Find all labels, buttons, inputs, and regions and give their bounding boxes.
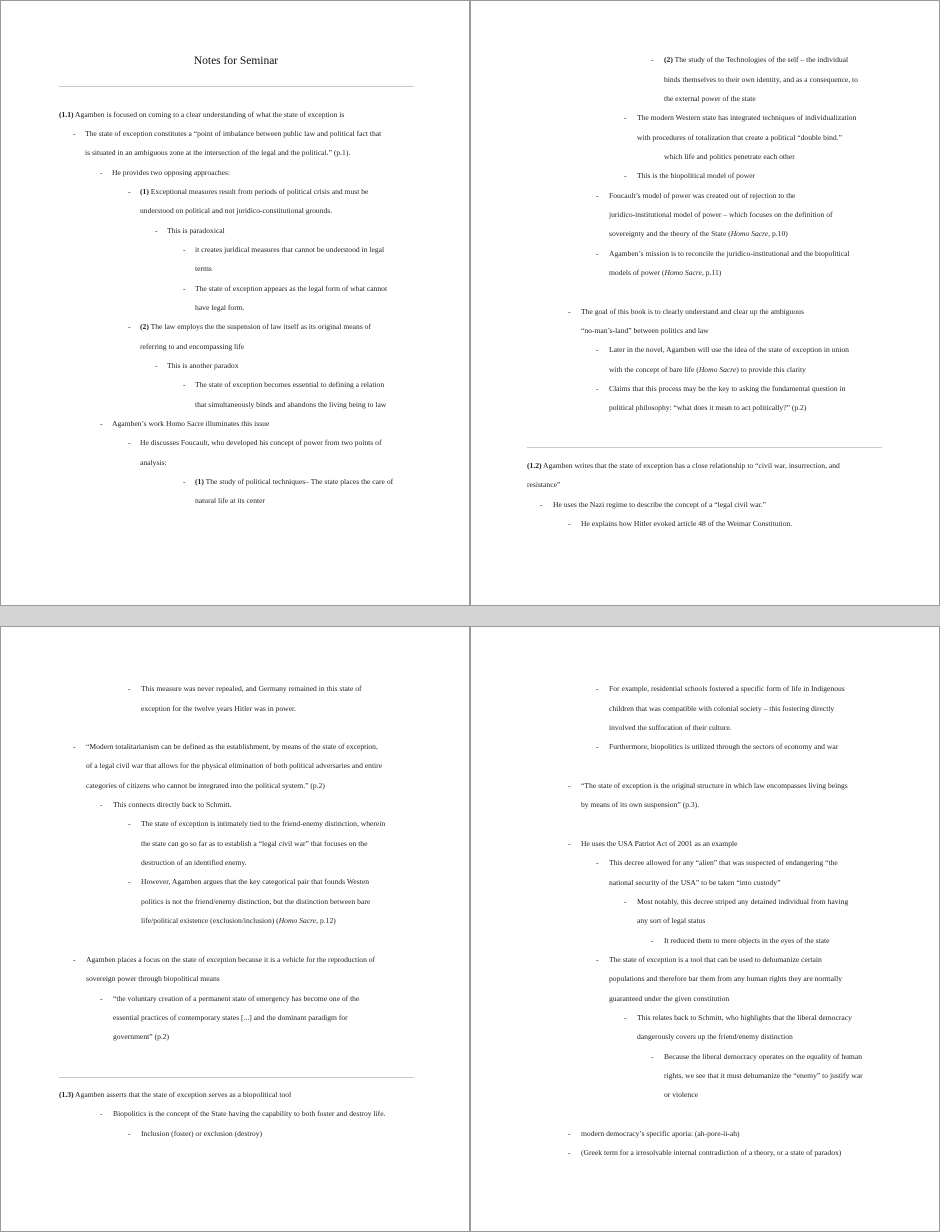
document-page-1 [0,0,470,606]
bullet-text: This connects directly back to Schmitt. [113,800,232,809]
bullet-dash: - [596,742,599,751]
bullet-text: However, Agamben argues that the key categorical pair that founds Westen [141,877,370,886]
bullet-text: involved the suffocation of their culture. [609,723,732,732]
bullet-text: life/political existence (exclusion/inclusion) (Homo Sacre, p.12) [141,916,336,925]
bullet-text: “the voluntary creation of a permanent state of emergency has become one of the [113,994,360,1003]
page-title: Notes for Seminar [193,55,279,67]
bullet-dash: - [73,955,76,964]
bullet-text: Foucault’s model of power was created out of rejection to the [609,191,796,200]
bullet-text: It reduced them to mere objects in the eyes of the state [664,936,830,945]
bullet-text: Agamben’s work Homo Sacre illuminates this issue [112,419,270,428]
bullet-dash: - [596,955,599,964]
bullet-dash: - [155,226,158,235]
bullet-text: He provides two opposing approaches: [112,168,231,177]
bullet-dash: - [183,380,186,389]
document-page-3 [0,626,470,1232]
bullet-text: The state of exception becomes essential to defining a relation [195,380,385,389]
bullet-dash: - [568,1129,571,1138]
bullet-text: the external power of the state [664,94,756,103]
bullet-text: The state of exception constitutes a “point of imbalance between public law and political fact that [85,129,382,138]
bullet-text: For example, residential schools fostered a specific form of life in Indigenous [609,684,845,693]
bullet-text: (1) Exceptional measures result from periods of political crisis and must be [140,187,369,196]
bullet-dash: - [596,684,599,693]
bullet-text: sovereignty and the theory of the State (Homo Sacre, p.10) [609,229,788,238]
bullet-text: (2) The study of the Technologies of the self – the individual [664,55,849,64]
bullet-dash: - [596,191,599,200]
bullet-text: Claims that this process may be the key to asking the fundamental question in [609,384,846,393]
bullet-text: any sort of legal status [637,916,706,925]
bullet-dash: - [568,839,571,848]
bullet-dash: - [540,500,543,509]
section-divider [527,447,882,448]
bullet-dash: - [596,345,599,354]
bullet-text: exception for the twelve years Hitler was in power. [141,704,296,713]
bullet-text: terms [195,264,212,273]
bullet-text: the state can go so far as to establish a “legal civil war” that focuses on the [141,839,368,848]
section-1-2-heading: (1.2) Agamben writes that the state of exception has a close relationship to “civil war, insurrection, and [527,461,840,470]
bullet-text: destruction of an identified enemy. [141,858,247,867]
bullet-text: with the concept of bare life (Homo Sacre) to provide this clarity [609,365,806,374]
bullet-text: (1) The study of political techniques– The state places the care of [195,477,394,486]
section-1-3-heading: (1.3) Agamben asserts that the state of exception serves as a biopolitical tool [59,1090,292,1099]
bullet-text: Biopolitics is the concept of the State having the capability to both foster and destroy life. [113,1109,386,1118]
bullet-text: rights, we see that it must dehumanize the “enemy” to justify war [664,1071,863,1080]
bullet-dash: - [624,171,627,180]
bullet-dash: - [100,994,103,1003]
bullet-dash: - [128,877,131,886]
section-divider [59,1077,414,1078]
bullet-text: of a legal civil war that allows for the physical elimination of both political adversaries and entire [86,761,383,770]
bullet-dash: - [624,113,627,122]
bullet-text: that simultaneously binds and abandons the living being to law [195,400,387,409]
bullet-text: The goal of this book is to clearly understand and clear up the ambiguous [581,307,804,316]
bullet-dash: - [128,322,131,331]
bullet-text: Furthermore, biopolitics is utilized through the sectors of economy and war [609,742,839,751]
bullet-text: “Modern totalitarianism can be defined as the establishment, by means of the state of exception, [86,742,378,751]
bullet-dash: - [73,129,76,138]
bullet-text: political philosophy: “what does it mean to act politically?” (p.2) [609,403,807,412]
bullet-text: politics is not the friend/enemy distinction, but the distinction between bare [141,897,371,906]
bullet-text: guaranteed under the given constitution [609,994,730,1003]
bullet-text: natural life at its center [195,496,265,505]
bullet-text: This is another paradox [167,361,239,370]
bullet-text: This is the biopolitical model of power [637,171,756,180]
bullet-text: dangerously covers up the friend/enemy distinction [637,1032,793,1041]
bullet-text: modern democracy’s specific aporia: (ah-pore-ii-ah) [581,1129,740,1138]
bullet-dash: - [100,419,103,428]
bullet-dash: - [568,781,571,790]
bullet-text: with procedures of totalization that create a political “double bind.” [637,133,842,142]
bullet-text: This relates back to Schmitt, who highlights that the liberal democracy [637,1013,852,1022]
section-divider [59,86,414,87]
bullet-text: “no-man’s-land” between politics and law [581,326,709,335]
bullet-text: Later in the novel, Agamben will use the idea of the state of exception in union [609,345,849,354]
bullet-text: Most notably, this decree striped any detained individual from having [637,897,849,906]
bullet-text: categories of citizens who cannot be integrated into the political system.” (p.2) [86,781,325,790]
bullet-text: have legal form. [195,303,245,312]
document-page-2 [470,0,940,606]
bullet-text: sovereign power through biopolitical means [86,974,220,983]
bullet-text: This decree allowed for any “alien” that was suspected of endangering “the [609,858,838,867]
bullet-text: government” (p.2) [113,1032,170,1041]
bullet-dash: - [128,187,131,196]
bullet-dash: - [568,1148,571,1157]
bullet-text: (2) The law employs the the suspension of law itself as its original means of [140,322,372,331]
bullet-dash: - [624,897,627,906]
bullet-dash: - [128,684,131,693]
bullet-dash: - [651,1052,654,1061]
bullet-dash: - [183,477,186,486]
bullet-text: binds themselves to their own identity, and as a consequence, to [664,75,858,84]
bullet-dash: - [596,384,599,393]
document-page-4 [470,626,940,1232]
bullet-dash: - [155,361,158,370]
bullet-dash: - [568,519,571,528]
bullet-text: (Greek term for a irresolvable internal contradiction of a theory, or a state of paradox) [581,1148,842,1157]
bullet-dash: - [100,1109,103,1118]
bullet-dash: - [596,249,599,258]
bullet-text: populations and therefore bar them from any human rights they are normally [609,974,843,983]
bullet-text: He uses the Nazi regime to describe the concept of a “legal civil war.” [553,500,766,509]
bullet-text: He uses the USA Patriot Act of 2001 as an example [581,839,738,848]
bullet-dash: - [183,284,186,293]
bullet-text: national security of the USA” to be taken “into custody” [609,878,781,887]
bullet-dash: - [624,1013,627,1022]
bullet-text: understood on political and not juridico-constitutional grounds. [140,206,333,215]
bullet-text: Because the liberal democracy operates on the equality of human [664,1052,862,1061]
bullet-text: which life and politics penetrate each other [664,152,795,161]
bullet-text: it creates juridical measures that cannot be understood in legal [195,245,385,254]
section-1-2-heading: resistance” [527,480,561,489]
bullet-dash: - [183,245,186,254]
bullet-text: Inclusion (foster) or exclusion (destroy) [141,1129,263,1138]
bullet-text: “The state of exception is the original structure in which law encompasses living beings [581,781,848,790]
bullet-dash: - [128,819,131,828]
bullet-text: juridico-institutional model of power – which focuses on the definition of [609,210,833,219]
bullet-text: Agamben places a focus on the state of exception because it is a vehicle for the reproduction of [86,955,376,964]
bullet-text: is situated in an ambiguous zone at the intersection of the legal and the political.” (p.1). [85,148,351,157]
bullet-dash: - [73,742,76,751]
bullet-text: models of power (Homo Sacre, p.11) [609,268,722,277]
bullet-text: The modern Western state has integrated techniques of individualization [637,113,857,122]
bullet-dash: - [596,858,599,867]
bullet-text: referring to and encompassing life [140,342,245,351]
bullet-text: The state of exception is a tool that can be used to dehumanize certain [609,955,822,964]
bullet-dash: - [100,800,103,809]
bullet-text: He discusses Foucault, who developed his concept of power from two points of [140,438,382,447]
section-1-1-heading: (1.1) Agamben is focused on coming to a clear understanding of what the state of exception is [59,110,345,119]
bullet-dash: - [651,55,654,64]
bullet-text: This is paradoxical [167,226,225,235]
bullet-dash: - [651,936,654,945]
bullet-dash: - [128,1129,131,1138]
bullet-dash: - [128,438,131,447]
bullet-text: analysis: [140,458,167,467]
bullet-dash: - [568,307,571,316]
bullet-text: or violence [664,1090,698,1099]
bullet-text: The state of exception appears as the legal form of what cannot [195,284,388,293]
bullet-text: essential practices of contemporary states [...] and the dominant paradigm for [113,1013,348,1022]
bullet-dash: - [100,168,103,177]
bullet-text: by means of its own suspension” (p.3). [581,800,700,809]
bullet-text: This measure was never repealed, and Germany remained in this state of [141,684,362,693]
bullet-text: He explains how Hitler evoked article 48 of the Weimar Constitution. [581,519,793,528]
bullet-text: children that was compatible with colonial society – this fostering directly [609,704,835,713]
bullet-text: Agamben’s mission is to reconcile the juridico-institutional and the biopolitical [609,249,850,258]
bullet-text: The state of exception is intimately tied to the friend-enemy distinction, wherein [141,819,386,828]
